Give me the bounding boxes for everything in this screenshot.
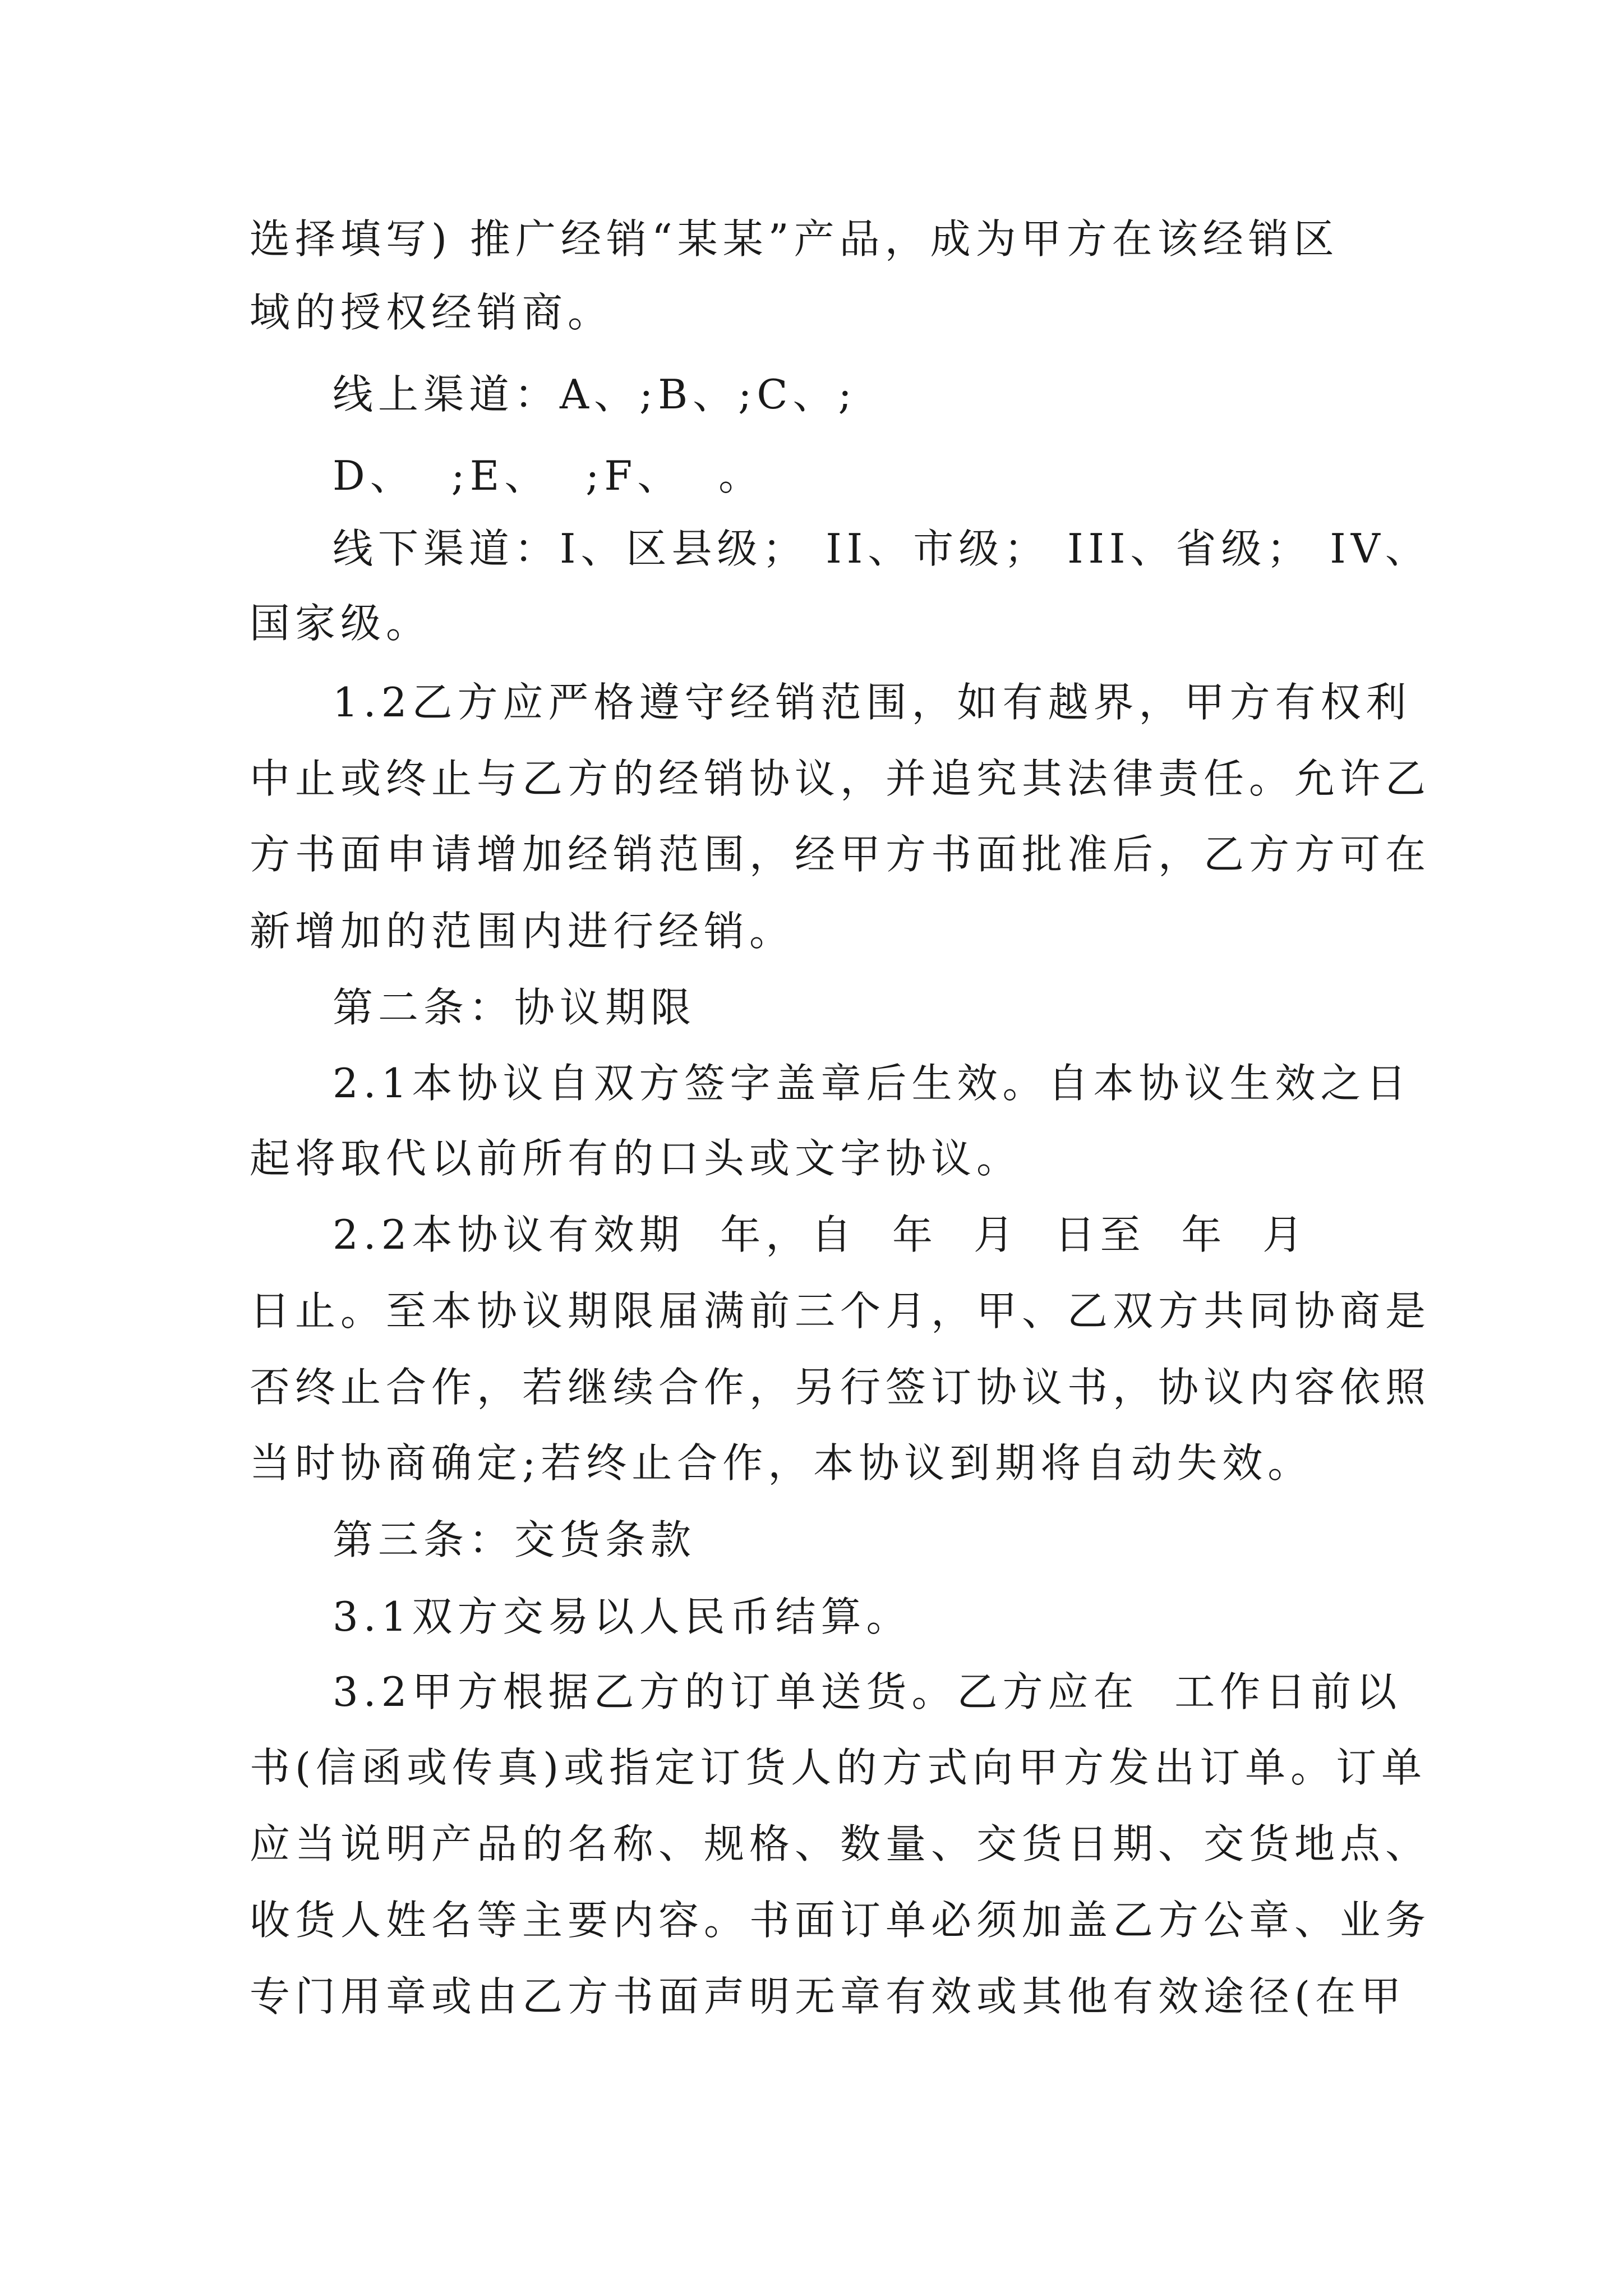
body-text-line: 日止。至本协议期限届满前三个月，甲、乙双方共同协商是 xyxy=(250,1287,1431,1335)
body-text-line: 新增加的范围内进行经销。 xyxy=(250,908,795,955)
body-text-line: 1.2乙方应严格遵守经销范围，如有越界，甲方有权利 xyxy=(333,679,1412,726)
body-text-line: 域的授权经销商。 xyxy=(250,289,614,336)
body-text-line: 当时协商确定;若终止合作，本协议到期将自动失效。 xyxy=(250,1439,1313,1487)
body-text-line: 应当说明产品的名称、规格、数量、交货日期、交货地点、 xyxy=(250,1820,1431,1867)
section-heading: 第三条：交货条款 xyxy=(333,1516,697,1563)
body-text-line: 2.2本协议有效期 年，自 年 月 日至 年 月 xyxy=(333,1211,1308,1258)
section-heading: 第二条：协议期限 xyxy=(333,984,697,1031)
body-text-line: 2.1本协议自双方签字盖章后生效。自本协议生效之日 xyxy=(333,1060,1412,1107)
body-text-line: 3.1双方交易以人民币结算。 xyxy=(333,1593,912,1640)
body-text-line: D、 ;E、 ;F、 。 xyxy=(333,452,764,499)
body-text-line: 3.2甲方根据乙方的订单送货。乙方应在 工作日前以 xyxy=(333,1668,1402,1715)
body-text-line: 线下渠道：I、区县级； II、市级； III、省级； IV、 xyxy=(333,525,1431,572)
body-text-line: 书(信函或传真)或指定订货人的方式向甲方发出订单。订单 xyxy=(250,1744,1427,1791)
body-text-line: 收货人姓名等主要内容。书面订单必须加盖乙方公章、业务 xyxy=(250,1897,1431,1944)
body-text-line: 线上渠道：A、;B、;C、; xyxy=(333,371,857,418)
body-text-line: 专门用章或由乙方书面声明无章有效或其他有效途径(在甲 xyxy=(250,1973,1407,2020)
body-text-line: 国家级。 xyxy=(250,600,432,647)
body-text-line: 选择填写) 推广经销“某某”产品，成为甲方在该经销区 xyxy=(250,215,1339,263)
body-text-line: 方书面申请增加经销范围，经甲方书面批准后，乙方方可在 xyxy=(250,831,1431,878)
body-text-line: 否终止合作，若继续合作，另行签订协议书，协议内容依照 xyxy=(250,1364,1431,1411)
body-text-line: 起将取代以前所有的口头或文字协议。 xyxy=(250,1135,1022,1182)
body-text-line: 中止或终止与乙方的经销协议，并追究其法律责任。允许乙 xyxy=(250,755,1431,802)
